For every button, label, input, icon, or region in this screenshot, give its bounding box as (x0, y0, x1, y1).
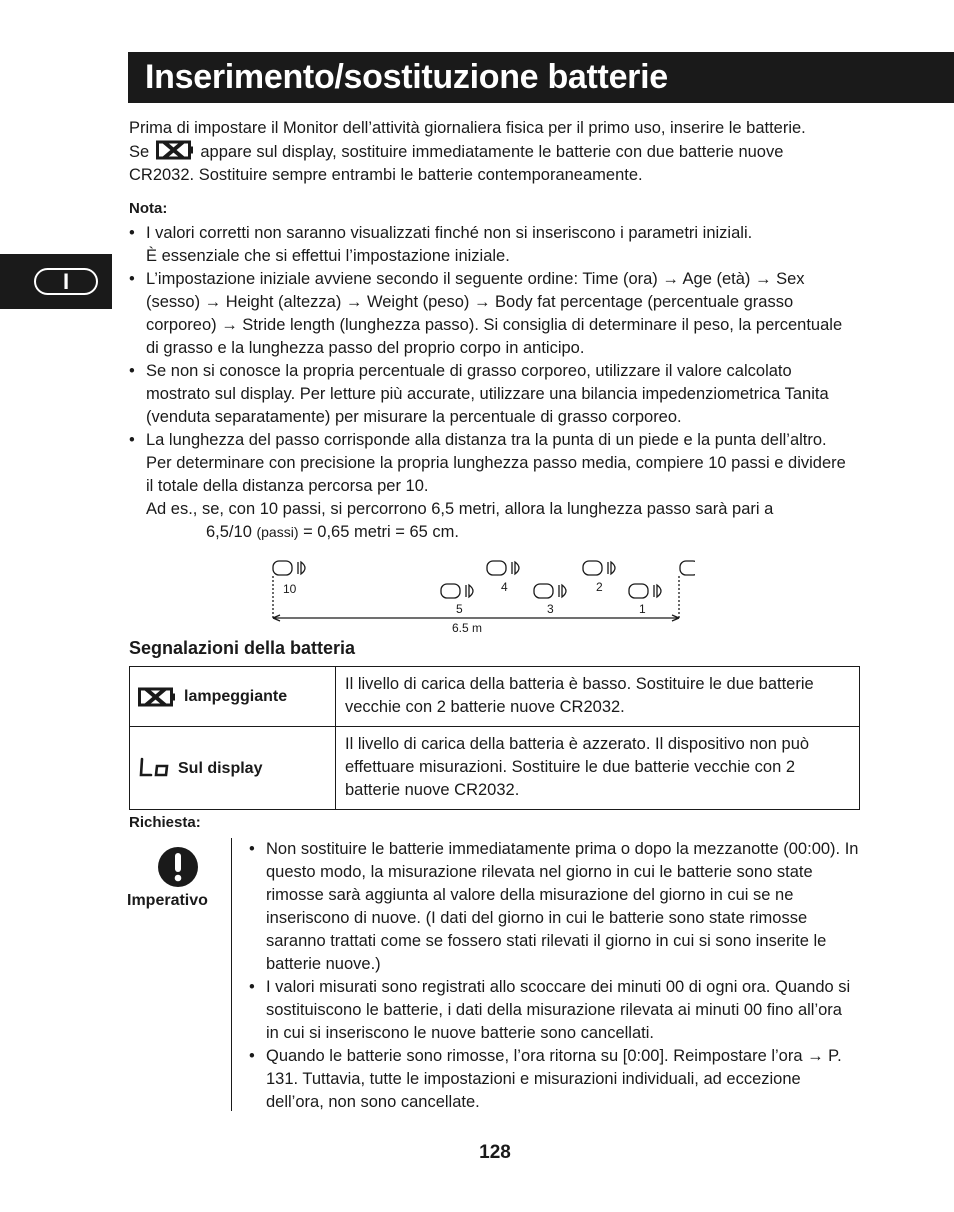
richiesta-item: • I valori misurati sono registrati allo scoccare dei minuti 00 di ogni ora. Quando si sostituiscono le batterie, i dati della misurazione rilevata ai minuti 00 fino all’ora in cui si inseriscono le nuove batterie sono cancellati. (249, 976, 859, 1045)
nota-list (129, 222, 851, 544)
description-cell: Il livello di carica della batteria è azzerato. Il dispositivo non può effettuare misurazioni. Sostituire le due batterie vecchie con 2 batterie nuove CR2032. (336, 727, 860, 810)
step-label: 3 (547, 602, 554, 616)
stride-example-text: Ad es., se, con 10 passi, si percorrono 6,5 metri, allora la lunghezza passo sarà pari a (146, 500, 774, 518)
indicator-label: Sul display (178, 759, 263, 777)
nota-item (129, 360, 851, 429)
indicator-cell (130, 667, 336, 727)
nota-item (129, 222, 851, 268)
language-tab (0, 254, 112, 309)
imperative-label: Imperativo (127, 892, 208, 909)
footprint-icon (629, 584, 661, 598)
footprint-icon (680, 561, 695, 575)
page-number: 128 (479, 1142, 511, 1163)
vertical-divider (231, 838, 232, 1111)
description-cell: Il livello di carica della batteria è basso. Sostituire le due batterie vecchie con 2 batterie nuove CR2032. (336, 667, 860, 727)
indicator-label: lampeggiante (184, 688, 288, 705)
nota-label: Nota: (129, 200, 168, 217)
calc-suffix: = 0,65 metri = 65 cm. (303, 523, 459, 541)
intro-se-prefix: Se (129, 143, 150, 161)
exclamation-icon (157, 846, 199, 888)
step-label: 10 (283, 582, 297, 596)
nota-item-text: Se non si conosce la propria percentuale di grasso corporeo, utilizzare il valore calcolato mostrato sul display. Per letture più accurate, utilizzare una bilancia impedenziometrica Tanita (venduta separatamente) per misurare la percentuale di grasso corporeo. (146, 362, 829, 426)
richiesta-list (249, 838, 859, 1114)
nota-item (129, 429, 851, 544)
richiesta-item: • Quando le batterie sono rimosse, l’ora ritorna su [0:00]. Reimpostare l’ora → P. 131. Tuttavia, tutte le impostazioni e misurazioni individuali, ad eccezione dell’ora, non sono cancellate. (249, 1045, 859, 1114)
table-row (130, 727, 860, 810)
step-label: 5 (456, 602, 463, 616)
step-label: 1 (639, 602, 646, 616)
footprint-icon (441, 584, 473, 598)
indicator-cell (130, 727, 336, 810)
intro-line-3: CR2032. Sostituire sempre entrambi le batterie contemporaneamente. (129, 166, 643, 184)
nota-item-text: La lunghezza del passo corrisponde alla distanza tra la punta di un piede e la punta dell’altro. Per determinare con precisione la propria lunghezza passo media, compiere 10 passi e dividere il totale della distanza percorsa per 10. (146, 431, 846, 495)
battery-section-heading: Segnalazioni della batteria (129, 638, 356, 658)
battery-indicator-table (129, 666, 860, 810)
footprint-icon (583, 561, 615, 575)
stride-example-calculation (146, 521, 851, 544)
calc-prefix: 6,5/10 (206, 523, 252, 541)
richiesta-label: Richiesta: (129, 814, 201, 831)
imperative-block (129, 838, 239, 910)
footprint-icon (534, 584, 566, 598)
calc-unit: (passi) (256, 524, 299, 540)
battery-empty-icon (156, 140, 194, 160)
footprint-icon (273, 561, 305, 575)
footprint-icon (487, 561, 519, 575)
battery-empty-icon (138, 687, 178, 707)
nota-item-text: L’impostazione iniziale avviene secondo il seguente ordine: Time (ora) → Age (età) → Sex (sesso) → Height (altezza) → Weight (peso) → Body fat percentage (percentuale grasso corporeo) → Stride length (lunghezza passo). Si consiglia di determinare il peso, la percentuale di grasso e la lunghezza passo del proprio corpo in anticipo. (146, 270, 843, 357)
table-row (130, 667, 860, 727)
nota-item-text: I valori corretti non saranno visualizzati finché non si inseriscono i parametri iniziali. (146, 224, 753, 242)
page-title: Inserimento/sostituzione batterie (128, 52, 954, 103)
richiesta-item: • Non sostituire le batterie immediatamente prima o dopo la mezzanotte (00:00). In questo modo, la misurazione rilevata nel giorno in cui le batterie sono state rimosse sarà aggiunta al valore della misurazione del giorno in cui se ne inseriscono di nuove. (I dati del giorno in cui le batterie sono state rimosse saranno trattati come se fossero stati rilevati il giorno in cui si sono inserite le batterie nuove.) (249, 838, 859, 976)
stride-diagram (265, 556, 695, 636)
step-label: 2 (596, 580, 603, 594)
step-label: 4 (501, 580, 508, 594)
nota-item-text-2: È essenziale che si effettui l’impostazione iniziale. (146, 247, 510, 265)
intro-line-2-text: appare sul display, sostituire immediatamente le batterie con due batterie nuove (200, 143, 784, 161)
nota-item (129, 268, 851, 360)
intro-line-1: Prima di impostare il Monitor dell’attività giornaliera fisica per il primo uso, inserire le batterie. (129, 119, 806, 137)
intro-line-2 (129, 140, 889, 164)
distance-label: 6.5 m (452, 621, 483, 635)
intro-paragraph (129, 117, 889, 187)
language-tab-label: I (34, 268, 98, 295)
lo-display-icon (138, 756, 172, 780)
